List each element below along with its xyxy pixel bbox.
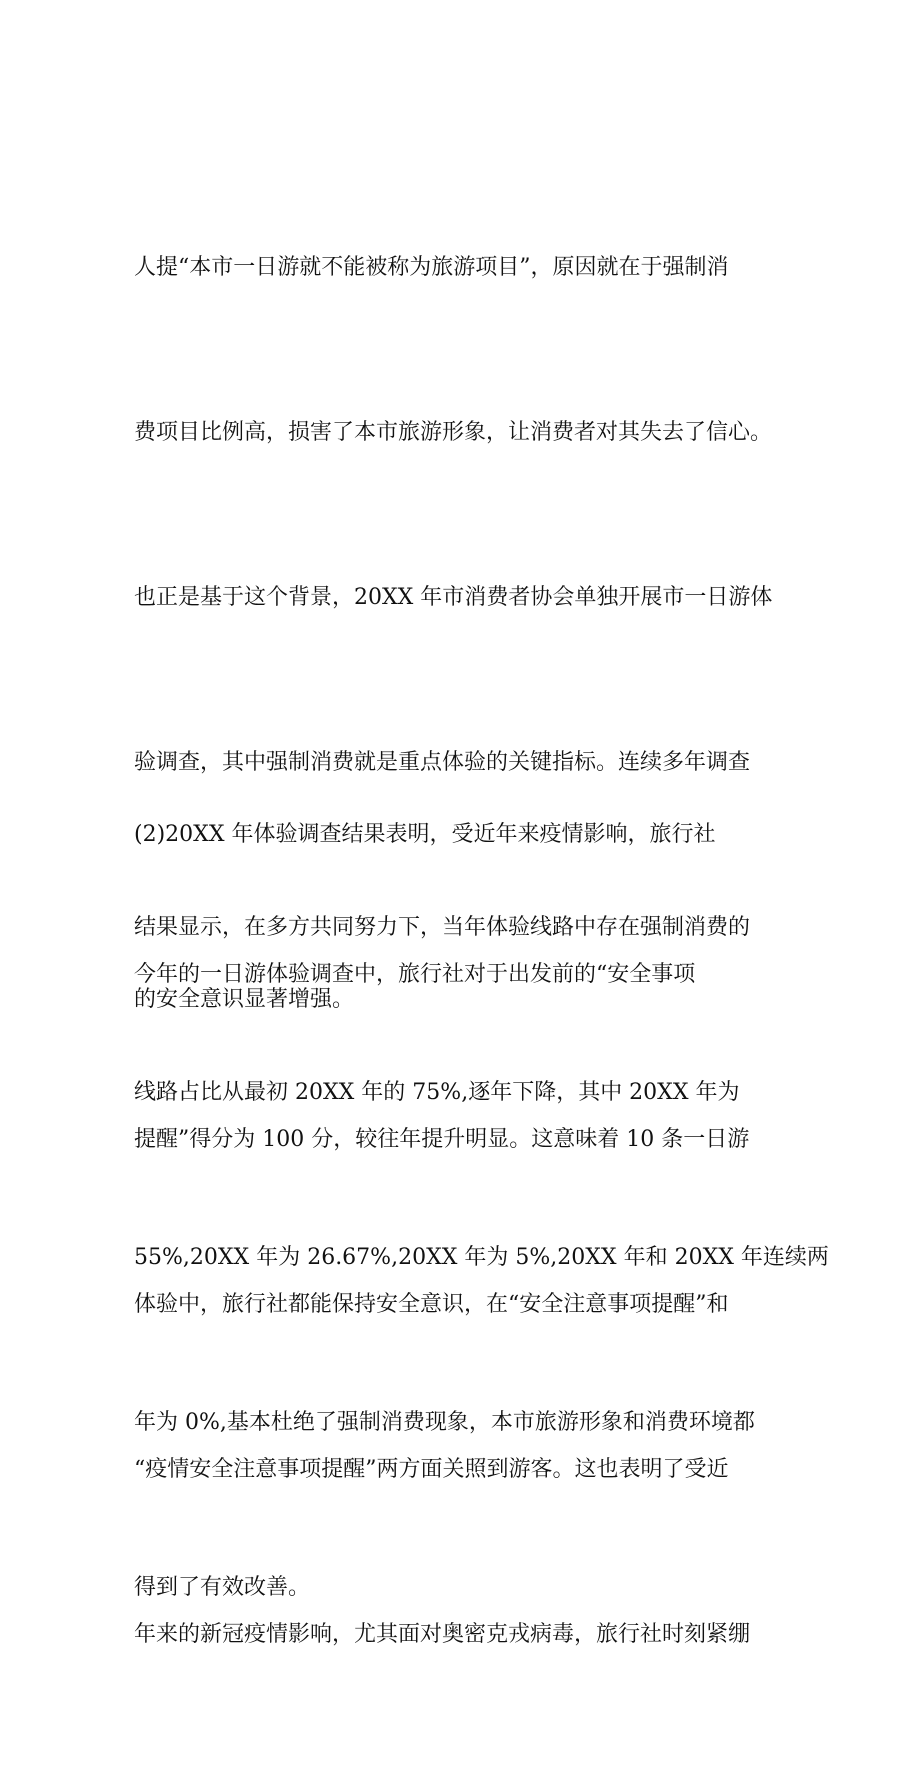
text-line: 验调查，其中强制消费就是重点体验的关键指标。连续多年调查 — [134, 750, 751, 775]
text-line: 提醒”得分为 100 分，较往年提升明显。这意味着 10 条一日游 — [134, 1127, 750, 1152]
text-line: 得到了有效改善。 — [134, 1575, 311, 1600]
text-line: 结果显示，在多方共同努力下，当年体验线路中存在强制消费的 — [134, 915, 751, 940]
text-line: 也正是基于这个背景，20XX 年市消费者协会单独开展市一日游体 — [134, 585, 773, 610]
text-line: (2)20XX 年体验调查结果表明，受近年来疫情影响，旅行社 — [134, 822, 716, 847]
paragraph-safety-reminder — [134, 837, 829, 1772]
text-line: 线路占比从最初 20XX 年的 75%,逐年下降，其中 20XX 年为 — [134, 1080, 740, 1105]
text-line: 费项目比例高，损害了本市旅游形象，让消费者对其失去了信心。 — [134, 420, 773, 445]
text-line: “疫情安全注意事项提醒”两方面关照到游客。这也表明了受近 — [134, 1457, 729, 1482]
text-line: 年来的新冠疫情影响，尤其面对奥密克戎病毒，旅行社时刻紧绷 — [134, 1622, 751, 1647]
text-line: 人提“本市一日游就不能被称为旅游项目”，原因就在于强制消 — [134, 255, 729, 280]
text-line: 今年的一日游体验调查中，旅行社对于出发前的“安全事项 — [134, 962, 696, 987]
text-line: 年为 0%,基本杜绝了强制消费现象，本市旅游形象和消费环境都 — [134, 1410, 755, 1435]
text-line: 55%,20XX 年为 26.67%,20XX 年为 5%,20XX 年和 20XX 年连续两 — [134, 1245, 829, 1270]
text-line: 体验中，旅行社都能保持安全意识，在“安全注意事项提醒”和 — [134, 1292, 729, 1317]
text-line: 的安全意识显著增强。 — [134, 987, 355, 1012]
